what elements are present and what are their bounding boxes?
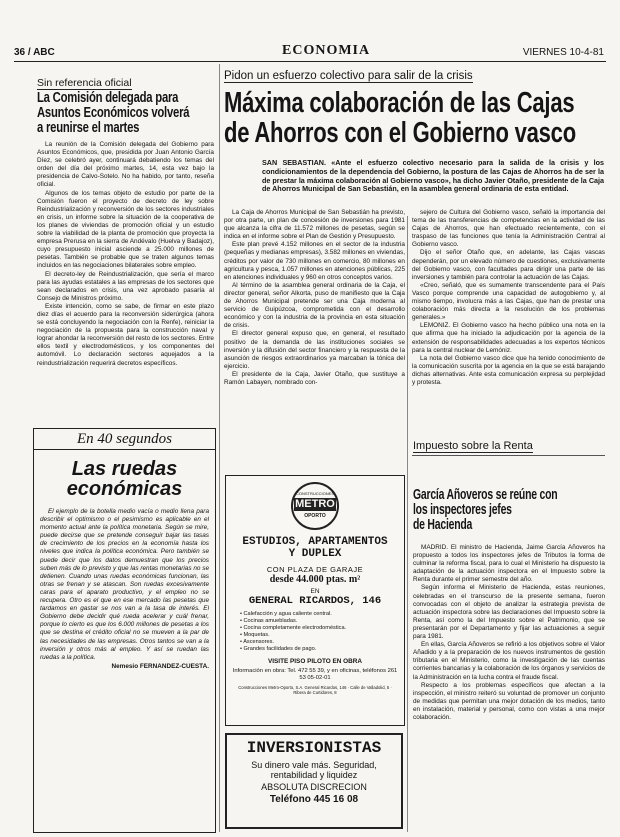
paragraph: El presidente de la Caja, Javier Otaño, que sustituye a Ramón Labayen, nombrado con- xyxy=(224,370,405,386)
feature-item: • Calefacción y agua caliente central. xyxy=(240,611,332,617)
paragraph: sejero de Cultura del Gobierno vasco, señaló la importancia del tema de las transferencias de competencias en la actividad de las Cajas de Ahorros, que han efectuado recientemente, con el traspaso de las funciones que tenía la Administración Central al Gobierno vasco. xyxy=(412,209,605,249)
paragraph: Este plan prevé 4.152 millones en el sector de la industria (pequeñas y medianas empresas), 3.582 millones en viviendas, créditos por valor de 730 millones en comercio, 80 millones en agricultura y pesca, 1.057 millones en atenciones públicas, 225 en atenciones individuales y 960 en otros conceptos varios. xyxy=(224,241,405,281)
box-body xyxy=(40,508,209,826)
paragraph: La nota del Gobierno vasco dice que ha tenido conocimiento de la comunicación suscrita por la agencia en la que se está barajando dichas alternativas. Ante esta comunicación expresa su perplejidad y protesta. xyxy=(412,354,605,386)
lead-place: SAN SEBASTIAN. xyxy=(262,159,326,167)
author: Nemesio FERNANDEZ-CUESTA. xyxy=(111,662,209,670)
header-rule xyxy=(14,61,606,62)
ad-features xyxy=(240,611,404,653)
column-divider-right xyxy=(407,216,408,832)
paragraph: Al término de la asamblea general ordinaria de la Caja, el director general, señor Alkorta, puso de manifiesto que la Caja de Ahorros Municipal pretende ser una Caja moderna al servicio de Guipúzcoa, comprometida con el desarrollo económico y con la industria de la provincia en esta situación de crisis. xyxy=(224,281,405,330)
paragraph: La Caja de Ahorros Municipal de San Sebastián ha previsto, por otra parte, un plan de concesión de inversiones para 1981 que alcanza la cifra de 11.572 millones de pesetas, según se indica en el informe sobre el Plan de Gestión y Presupuesto. xyxy=(224,209,405,241)
main-article-col2 xyxy=(412,209,605,437)
main-headline: Máxima colaboración de las Cajas de Ahorros con el Gobierno vasco xyxy=(224,87,576,149)
paragraph: El decreto-ley de Reindustrialización, que sería el marco para las ayudas estatales a las empresas de los sectores que sean declarados en crisis, una vez aprobado pasaría al Consejo de Ministros próximo. xyxy=(37,270,214,302)
lead-text: «Ante el esfuerzo colectivo necesario para la salida de la crisis y los condicionamientos de la dependencia del Gobierno, la postura de las Cajas de Ahorros ha de ser la de prestar la máxima colaboración al Gobierno vasco», ha dicho Javier Otaño, presidente de la Caja de Ahorros Municipal de San Sebastián, en la asamblea general ordinaria de esta entidad. xyxy=(262,159,604,194)
ad-line: CON PLAZA DE GARAJE xyxy=(266,565,364,574)
right-article-body xyxy=(413,544,605,833)
paragraph: Según informa el Ministerio de Hacienda, estas reuniones, celebradas en el transcurso de la presente semana, fueron convocadas con el objeto de analizar la estrategia prevista de actuación inspectora sobre las declaraciones del Impuesto sobre la Renta, así como la del Impuesto sobre el Patrimonio, que se presentarán por el Departamento y fijar las actuaciones a seguir para 1981. xyxy=(413,584,605,641)
feature-item: • Ascensores. xyxy=(240,639,274,645)
right-kicker: Impuesto sobre la Renta xyxy=(413,440,533,452)
left-kicker: Sin referencia oficial xyxy=(37,77,132,89)
box-title: En 40 segundos xyxy=(34,429,215,450)
feature-item: • Moquetas. xyxy=(240,632,270,638)
main-kicker: Pidon un esfuerzo colectivo para salir de la crisis xyxy=(224,70,473,82)
ad-footer: Construcciones Metro-Oporto, S.A. General Ricardos, 146 · Calle de Valladolid, 5 · Ribera de Curtidores, 8 xyxy=(238,685,392,696)
paragraph: Respecto a los problemas específicos que afectan a la inspección, el ministro reiteró su voluntad de promover un conjunto de medidas que permitan una mejor dotación de los medios, tanto en instalación, material y personal, como con vistas a una mejor colaboración. xyxy=(413,681,605,721)
investors-ad xyxy=(225,733,403,829)
paragraph: La reunión de la Comisión delegada del Gobierno para Asuntos Económicos, que, presidida por Juan Antonio García Díez, se celebró ayer, continuará debatiendo los temas del orden del día del próximo martes, 14, esta vez bajo la presidencia de Calvo-Sotelo. No ha habido, por tanto, reseña oficial. xyxy=(37,141,214,189)
issue-date: VIERNES 10-4-81 xyxy=(522,47,604,58)
ad-line: rentabilidad y liquidez xyxy=(270,770,358,780)
feature-item: • Grandes facilidades de pago. xyxy=(240,646,317,652)
section-title: ECONOMIA xyxy=(282,43,371,58)
paragraph: Dijo el señor Otaño que, en adelante, las Cajas vascas dependerán, por un elevado número de cuestiones, exclusivamente del Gobierno vasco, con facultades para dirigir una parte de las inversiones y también para controlar la actuación de las Cajas. xyxy=(412,249,605,281)
ad-visit: VISITE PISO PILOTO EN OBRA xyxy=(268,658,362,665)
ad-info: Información en obra: Tel. 472 55 39, y en oficinas, teléfonos 261 53 05-02-01 xyxy=(232,668,398,681)
ad-address: GENERAL RICARDOS, 146 xyxy=(248,595,382,607)
paragraph: «Creo, señaló, que es sumamente transcendente para el País Vasco porque comprende una capacidad de autogobierno y, al mismo tiempo, involucra más a las Cajas, que han de prestar una colaboración más directa a la resolución de los problemas generales.» xyxy=(412,281,605,322)
ad-price: desde 44.000 ptas. m² xyxy=(269,574,361,585)
page-number: 36 / ABC xyxy=(14,47,55,58)
feature-item: • Cocina completamente electrodoméstica. xyxy=(240,625,347,631)
investors-title: INVERSIONISTAS xyxy=(246,739,382,757)
left-headline: La Comisión delegada para Asuntos Económicos volverá a reunirse el martes xyxy=(37,90,190,136)
right-kicker-rule xyxy=(412,455,605,456)
feature-item: • Cocinas amuebladas. xyxy=(240,618,298,624)
paragraph: LEMONIZ. El Gobierno vasco ha hecho público una nota en la que afirma que ha iniciado la adjudicación por la agencia de la extensión de responsabilidades adecuadas a los expertos técnicos para la central nuclear de Lemóniz. xyxy=(412,322,605,354)
left-article-body xyxy=(37,141,214,427)
paragraph: El ejemplo de la botella medio vacía o medio llena para describir el optimismo o el pesimismo es aplicable en el momento actual ante la política monetaria. Según se mire, puede decirse que se pretende conseguir bajar las tasas de crecimiento de los precios en la economía hasta los niveles que indica la política económica. Pero también se puede decir que los datos demuestran que los precios suben más de lo previsto y que las rentas monetarias no se detienen. Cuando unas ruedas económicas funcionan, las otras se frenan y se atascan. Son ruedas excesivamente caras para el aparato productivo, y el empleo no se recupera. Otro es el que en ese mercado las pesetas que tardamos en gastar se nos van a la tasa de interés. El Gobierno debe decidir qué rueda acelerar y cuál frenar, porque lo cierto es que los 6.000 millones de pesetas a los que se destina el crédito oficial no se mueven a la par de las necesidades de las empresas. Otros tantos se van a la inversión y otros más al empleo. Y así se ruedan las ruedas a la política. xyxy=(40,508,209,661)
column-divider-left xyxy=(219,64,220,832)
investors-phone: Teléfono 445 16 08 xyxy=(269,794,359,805)
main-lead xyxy=(262,159,604,212)
ad-line: ESTUDIOS, APARTAMENTOS xyxy=(242,536,388,548)
paragraph: El director general expuso que, en general, el resultado positivo de la demanda de las instituciones sociales se inversión y la difusión del sector financiero y la respuesta de la asunción de riesgos extraordinarios ya marcaban la tónica del ejercicio. xyxy=(224,330,405,370)
box-headline: Las ruedas económicas xyxy=(66,458,183,500)
page-header xyxy=(14,43,604,60)
paragraph: MADRID. El ministro de Hacienda, Jaime García Añoveros ha propuesto a todos los inspectores jefes de Tributos la forma de culminar la reforma fiscal, para lo cual el Ministerio ha dispuesto la adaptación de la actuación inspectora en el Impuesto sobre la Renta durante el primer semestre del año. xyxy=(413,544,605,584)
apartments-ad xyxy=(225,475,405,726)
ad-line: EN xyxy=(310,588,320,595)
paragraph: Existe intención, como se sabe, de firmar en este plazo diez días el acuerdo para la reconversión siderúrgica (ahora se está concluyendo la negociación con la Renfe), reiniciar la negociación de la propuesta para la construcción naval y lograr ahondar la reconversión del resto de los sectores. Entre ellos textil y electrodomésticos, y los componentes del automóvil. Lo declaración sectores aquejados a la reindustrialización requerirá decretos específicos. xyxy=(37,302,214,367)
paragraph: Algunos de los temas objeto de estudio por parte de la Comisión fueron el proyecto de decreto de ley sobre Reindustrialización y reconversión de los sectores industriales en crisis, un informe sobre la situación de la cooperativa de los planes de viviendas de promoción oficial y un estudio sobre la viabilidad de la planta de promoción que proyecta la empresa Prerusa en la sierra de Andévalo (Huelva y Badajoz), cuyo presupuesto inicial asciende a 25.000 millones de pesetas. También se probable que se traten algunos temas incluidos en las negociaciones bilaterales sobre empleo. xyxy=(37,189,214,270)
ad-line: ABSOLUTA DISCRECION xyxy=(261,782,367,792)
right-headline: García Añoveros se reúne con los inspectores jefes de Hacienda xyxy=(413,487,558,533)
opinion-box xyxy=(33,428,216,833)
metro-logo: CONSTRUCCIONES METRO OPORTO xyxy=(291,482,339,530)
paragraph: En ellas, García Añoveros se refirió a los objetivos sobre el Valor Añadido y a la preparación de los nuevos instrumentos de gestión tributaria en el Ministerio, como la investigación de las cuentas corrientes bancarias y la colaboración de los órganos y servicios de la Administración en la lucha contra el fraude fiscal. xyxy=(413,641,605,681)
ad-line: Y DUPLEX xyxy=(288,548,342,560)
ad-line: Su dinero vale más. Seguridad, xyxy=(251,760,377,770)
